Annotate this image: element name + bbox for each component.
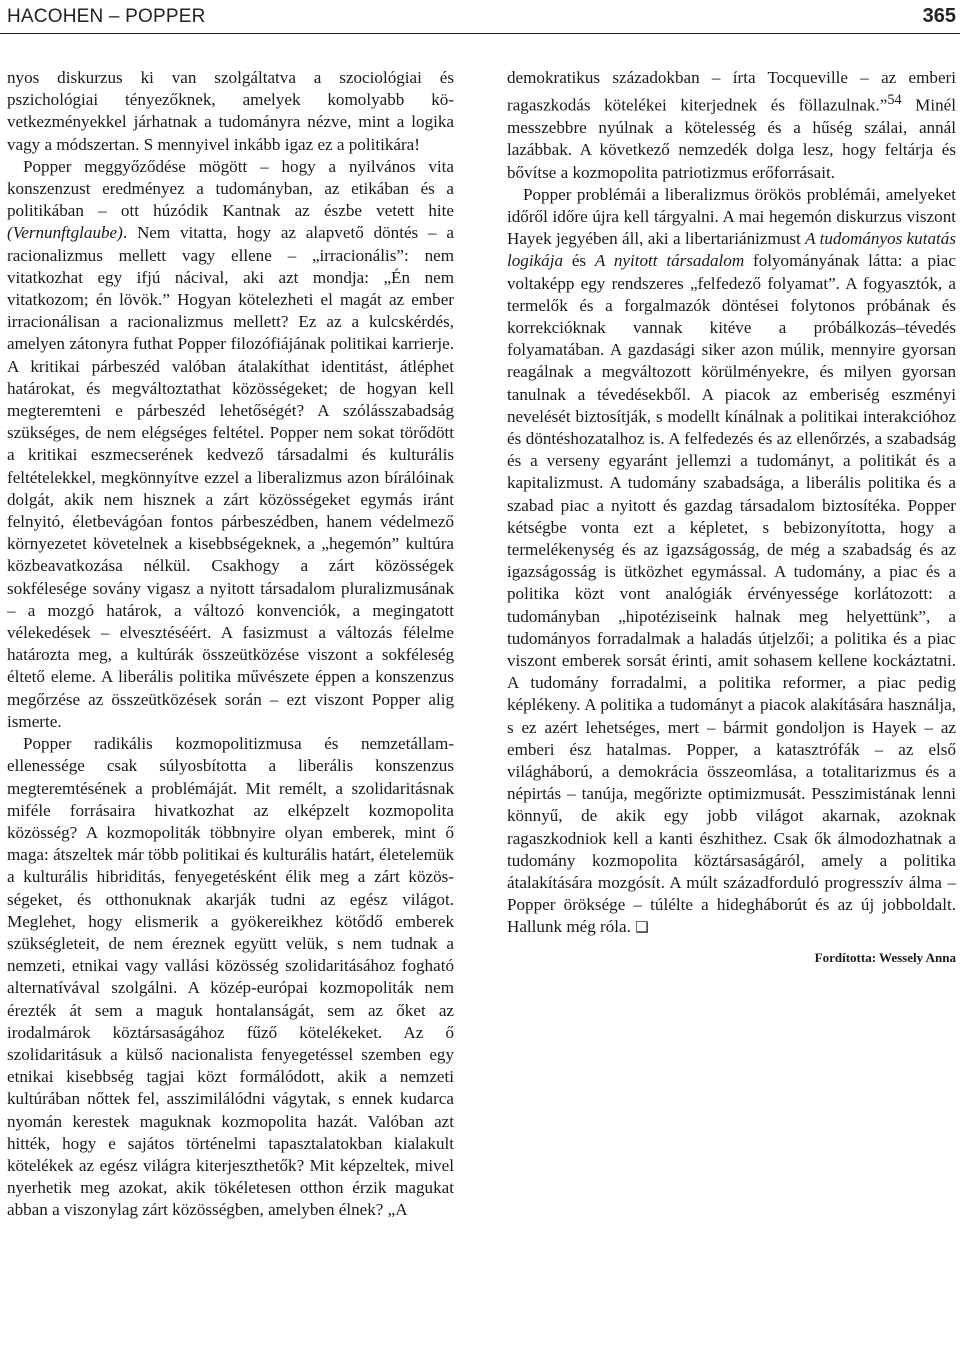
italic-text: A nyitott társadalom [594, 251, 745, 271]
text-run: folyományának látta: a piac voltaképp egy rendszeres „felfedező folyamat”. A fogyasztók, a termelők és a forgalmazók döntései folytonos próbának és korrekcióknak vannak kitéve a próbálkozás–tévedés folyamatában. A gazdasági siker azon múlik, mennyire gyorsan reagálnak a megváltozott körülményekre, és milyen gyorsan tanulnak a tévedésekből. A piacok az emberiség eszményi nevelését biztosítják, s modellt kínálnak a politikai interakcióhoz és döntéshozatalhoz is. A felfedezés és az ellenőrzés, a szabadság és a verseny egyaránt jellemzi a tudományt, a politikát és a kapitalizmust. A tudomány szabadsága, a liberális politika és a szabad piac a nyitott és gazdag társadalom biztosítéka. Popper kétségbe vonta ezt a képletet, s bebizonyította, hogy a termelékenység és az igazságosság, de még a szabadság és az igazságosság is ütközhet egymással. A tudomány, a piac és a politika közt vont analógiák érvényessége korlátozott: a tudományban „hipotéziseink halnak meg helyettünk”, a tudományos forradalmak a haladás útjelzői; a politika és a piac viszont emberek sorsát érinti, amit sohasem kellene kockáztatni. A tudomány forradalmi, a politika reformer, a piac pedig képlékeny. A politika a tudományt a piacok alakítására használja, s ez azért lehetséges, mert – bármit gondoljon is Hayek – az emberi ész hatalmas. Popper, a katasztrófák – az első világháború, a demokrácia összeomlása, a totalitarizmus és a népirtás – tanúja, megőrizte optimizmusát. Pesszimistának lenni könnyű, de akik egy jobb világot akarnak, azoknak ragaszkodniok kell a kanti észhithez. Csak ők álmodozhatnak a tudomány kozmopolita köztársaságáról, amely a politika átalakítására mozgósít. A múlt századforduló progresszív álma – Popper öröksége – túlélte a hidegháborút és az új jobboldalt. Hallunk még róla. [507, 251, 956, 937]
text-run: és [563, 251, 595, 271]
paragraph [507, 184, 956, 939]
paragraph [7, 733, 454, 1221]
text-run: Minél messzebbre nyúlnak a kötelesség és a hűség szálai, annál lazábbak. A következő nemzedék dolga lesz, hogy feltárja és bővítse a kozmopolita patriotizmus erőforrásait. [507, 95, 956, 182]
text-run: Popper problémái a liberalizmus örökös problémái, amelyeket időről időre újra kell tárgyalni. A mai hegemón diskurzus viszont Hayek jegyében áll, aki a libertariánizmust [507, 184, 956, 249]
running-header [0, 0, 960, 34]
text-run: . Nem vitatta, hogy az alapvető döntés – a racionalizmus mellett vagy ellene – „irracionális”: nem vitatkozhat egy ifjú nácival, aki azt mondja: „Én nem vitatkozom; én lövök.” Hogyan kötelezheti el magát az ember irracionálisan a racionalizmus mellett? Ez az a kulcskérdés, amelyen zátonyra futhat Popper filozófiájának politikai karrierje. A kritikai párbeszéd valóban átalakíthat identitást, átléphet határokat, és megváltoztathat közösségeket; de hogyan kell megteremteni e párbeszéd lehetőségét? A szólásszabadság szükséges, de nem elégséges feltétel. Popper nem sokat törődött a kritikai eszmecserének kedvező társadalmi és kulturális feltételekkel, megkönnyítve ezzel a liberalizmus azon bírálóinak dolgát, akik nem hisznek a zárt közösségeket egymás iránt felnyitó, életbevágóan fontos párbeszédben, hanem védelmező környezetet követelnek a kisebbségeknek, a „hegemón” kultúra közbeavatkozása nélkül. Csakhogy a zárt közösségek sokfélesége sovány vigasz a nyitott társadalom pluralizmusának – a mozgó határok, a változó konvenciók, a megingatott vélekedések – elvesztéséért. A fasizmust a változás félelme határozta meg, a kultúrák összeütközése viszont a sokféleség éltető eleme. A liberális politika művészete éppen a konszenzus megőrzése az összeütközések során – ezt viszont Popper alig ismerte. [7, 223, 454, 731]
page-number: 365 [922, 5, 956, 27]
footnote-ref: 54 [887, 92, 902, 109]
paragraph [7, 156, 454, 733]
paragraph [7, 67, 454, 156]
running-title: HACOHEN – POPPER [7, 6, 206, 27]
text-run: nyos diskurzus ki van szolgáltatva a szociológiai és pszichológiai tényezőknek, amelyek komolyabb következményekkel járhatnak a tudományra nézve, mint a logika vagy a módszertan. S mennyivel inkább igaz ez a politikára! [7, 68, 454, 154]
text-run: Popper meggyőződése mögött – hogy a nyilvános vita konszenzust eredményez a tudományban, az etikában és a politikában – ott húzódik Kantnak az észbe vetett hite [7, 156, 454, 221]
italic-text: (Vernunftglaube) [7, 223, 123, 243]
text-run: demokratikus századokban – írta Tocqueville – az emberi ragaszkodás kötelékei kiterjednek és föllazulnak.” [507, 68, 956, 115]
end-mark-icon: ❏ [635, 918, 649, 937]
paragraph [507, 67, 956, 184]
translator-credit: Fordította: Wessely Anna [814, 949, 956, 965]
left-column [7, 67, 454, 1222]
right-column [507, 67, 956, 966]
text-run: Popper radikális kozmopolitizmusa és nemzetállam-ellenessége csak súlyosbította a liberális konszenzus megteremtésének a problémáját. Mit remélt, a szolidaritásnak miféle forrásaira hivatkozhat az elképzelt kozmopolita közösség? A kozmopoliták többnyire olyan emberek, mint ő maga: átszeltek már több politikai és kulturális határt, életelemük a kulturális hibriditás, fenyegetésként élik meg a zárt közösségeket, és otthonuknak akarják tudni az egész világot. Meglehet, hogy elismerik a gyökereikhez kötődő emberek szükségleteit, de nem éreznek együtt velük, s nem tudnak a nemzeti, etnikai vagy vallási közösség szolidaritásához fogható alternatívával szolgálni. A közép-európai kozmopoliták nem érezték át sem a maguk hontalanságát, sem az őket az irodalmárok köztársaságához fűző kötelékeket. Az ő szolidaritásuk a külső nacionalista fenyegetéssel szemben egy etnikai kisebbség tagjai közt formálódott, akik a nemzeti kultúrában nőttek fel, asszimilálódni vágytak, s ennek kudarca nyomán kerestek maguknak kozmopolita hazát. Valóban azt hitték, hogy e sajátos történelmi tapasztalatokban kialakult kötelékek az egész világra kiterjeszthetők? Mit képzeltek, mivel nyerhetik meg azokat, akik tökéletesen otthon érzik magukat abban a viszonylag zárt közösségben, amelyben élnek? „A [7, 734, 454, 1220]
italic-text: A tudományos kutatás logikája [507, 229, 956, 271]
right-column-body [507, 67, 956, 939]
